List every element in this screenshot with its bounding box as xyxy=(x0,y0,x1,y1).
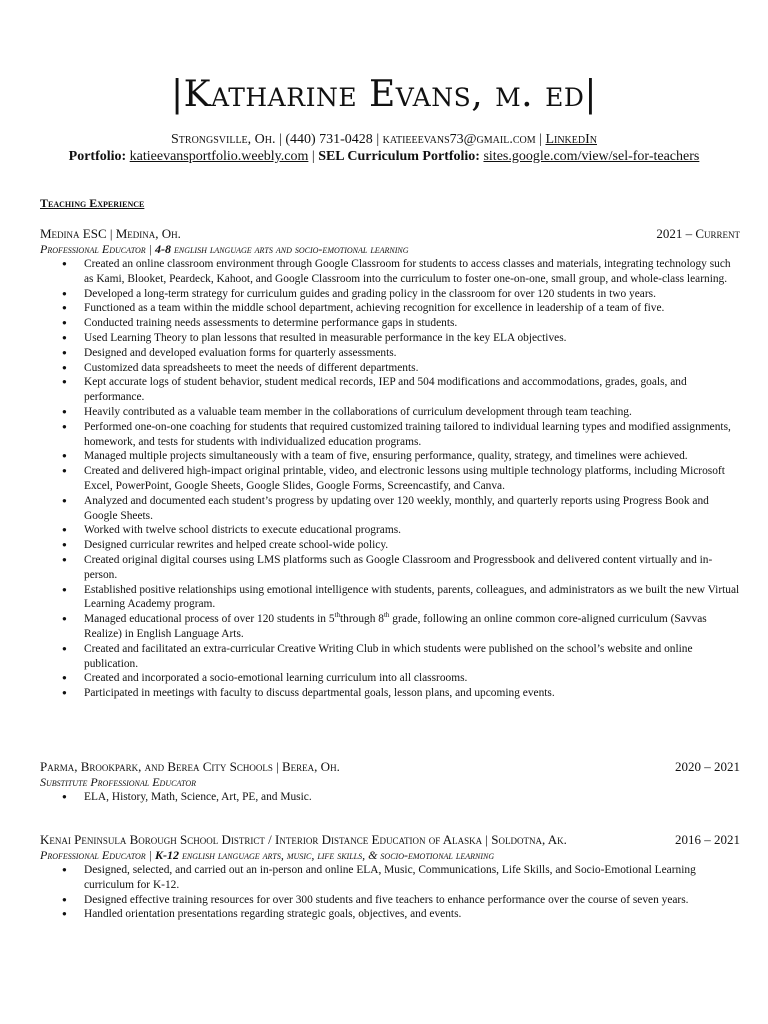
list-item: ● Kept accurate logs of student behavior, student medical records, IEP and 504 modifications and accommodations, grades, goals, and performance. xyxy=(40,375,740,405)
contact-line xyxy=(0,132,768,148)
linkedin-link[interactable]: LinkedIn xyxy=(545,132,597,147)
job-dates: 2020 – 2021 xyxy=(675,759,740,774)
email[interactable]: katieeevans73@gmail.com xyxy=(382,132,536,147)
job-kenai-peninsula xyxy=(40,832,740,922)
job-title-main: Substitute Professional Educator xyxy=(40,775,196,789)
separator: | xyxy=(279,132,282,147)
job-dates: 2016 – 2021 xyxy=(675,832,740,847)
job-header xyxy=(40,226,740,242)
job-bullets xyxy=(40,790,740,805)
separator: | xyxy=(311,149,315,164)
job-subjects: english language arts and socio-emotional learning xyxy=(170,242,409,256)
list-item: ● Functioned as a team within the middle school department, achieving recognition for excellence in leadership of a team of five. xyxy=(40,301,740,316)
employer: Parma, Brookpark, and Berea City Schools | Berea, Oh. xyxy=(40,759,340,774)
list-item: ● Heavily contributed as a valuable team member in the collaborations of curriculum development through team teaching. xyxy=(40,405,740,420)
ordinal-suffix: th xyxy=(383,611,390,620)
list-item: ● Created and facilitated an extra-curricular Creative Writing Club in which students were published on the school’s website and online publication. xyxy=(40,642,740,672)
job-bullets xyxy=(40,863,740,922)
employer: Medina ESC | Medina, Oh. xyxy=(40,226,181,241)
list-item: ● Designed effective training resources for over 300 students and five teachers to enhance performance over the course of seven years. xyxy=(40,893,740,908)
grade-range: K-12 xyxy=(154,848,179,862)
list-item: ● Created and incorporated a socio-emotional learning curriculum into all classrooms. xyxy=(40,671,740,686)
list-item: ● ELA, History, Math, Science, Art, PE, and Music. xyxy=(40,790,740,805)
job-bullets xyxy=(40,257,740,701)
list-item: ● Designed curricular rewrites and helped create school-wide policy. xyxy=(40,538,740,553)
list-item: ● Designed and developed evaluation forms for quarterly assessments. xyxy=(40,346,740,361)
managed-text-a: Managed educational process of over 120 students in 5 xyxy=(84,613,335,626)
list-item: ● Designed, selected, and carried out an in-person and online ELA, Music, Communications, Life Skills, and Socio-Emotional Learning curriculum for K-12. xyxy=(40,863,740,893)
list-item xyxy=(40,612,740,642)
candidate-name: |Katharine Evans, m. ed| xyxy=(171,74,597,115)
job-header xyxy=(40,759,740,775)
location: Strongsville, Oh. xyxy=(171,132,276,147)
list-item: ● Participated in meetings with faculty to discuss departmental goals, lesson plans, and upcoming events. xyxy=(40,686,740,701)
job-title-main: Professional Educator xyxy=(40,848,146,862)
title-separator: | xyxy=(145,242,155,256)
title-separator: | xyxy=(145,848,155,862)
managed-text-b: through 8 xyxy=(339,613,384,626)
ordinal-suffix: th xyxy=(334,611,340,620)
sel-portfolio-label: SEL Curriculum Portfolio: xyxy=(318,149,480,164)
list-item: ● Created original digital courses using LMS platforms such as Google Classroom and Progressbook and delivered content virtually and in-person. xyxy=(40,553,740,583)
job-title-main: Professional Educator xyxy=(40,242,146,256)
employer: Kenai Peninsula Borough School District / Interior Distance Education of Alaska | Soldotna, Ak. xyxy=(40,832,567,847)
list-item: ● Handled orientation presentations regarding strategic goals, objectives, and events. xyxy=(40,907,740,922)
job-subjects: english language arts, music, life skills, & socio-emotional learning xyxy=(178,848,495,862)
list-item: ● Created an online classroom environment through Google Classroom for students to access classes and materials, integrating technology such as Kami, Blooket, Peardeck, Kahoot, and Google Classroom into the curriculum to foster one-on-one, small group, and whole-class learning. xyxy=(40,257,740,287)
list-item: ● Customized data spreadsheets to meet the needs of different departments. xyxy=(40,361,740,376)
list-item: ● Analyzed and documented each student’s progress by updating over 120 weekly, monthly, and quarterly reports using Progress Book and Google Sheets. xyxy=(40,494,740,524)
list-item: ● Used Learning Theory to plan lessons that resulted in measurable performance in the key ELA objectives. xyxy=(40,331,740,346)
job-title xyxy=(40,775,740,790)
portfolio-line xyxy=(0,149,768,165)
job-medina-esc xyxy=(40,226,740,701)
separator: | xyxy=(539,132,542,147)
portfolio-label: Portfolio: xyxy=(68,149,127,164)
list-item: ● Created and delivered high-impact original printable, video, and electronic lessons using multiple technology platforms, including Microsoft Excel, PowerPoint, Google Sheets, Google Slides, Google Forms, Screencastify, and Canva. xyxy=(40,464,740,494)
managed-text-c: grade, following an online common core-aligned curriculum (Savvas Realize) in English Language Arts. xyxy=(84,613,707,640)
phone: (440) 731-0428 xyxy=(285,132,373,147)
job-header xyxy=(40,832,740,848)
job-title xyxy=(40,242,740,257)
sel-portfolio-link[interactable]: sites.google.com/view/sel-for-teachers xyxy=(483,149,700,164)
list-item: ● Established positive relationships using emotional intelligence with students, parents, colleagues, and administrators as we built the new Virtual Learning Academy program. xyxy=(40,583,740,613)
grade-range: 4-8 xyxy=(154,242,171,256)
section-heading-teaching-experience: Teaching Experience xyxy=(40,196,145,210)
list-item: ● Conducted training needs assessments to determine performance gaps in students. xyxy=(40,316,740,331)
job-dates: 2021 – Current xyxy=(656,226,740,241)
list-item: ● Performed one-on-one coaching for students that required customized training tailored to individual learning types and modified assignments, homework, and tests for students with individualized education programs. xyxy=(40,420,740,450)
list-item: ● Worked with twelve school districts to execute educational programs. xyxy=(40,523,740,538)
job-title xyxy=(40,848,740,863)
portfolio-link[interactable]: katieevansportfolio.weebly.com xyxy=(129,149,309,164)
list-item: ● Developed a long-term strategy for curriculum guides and grading policy in the classroom for over 120 students in two years. xyxy=(40,287,740,302)
list-item: ● Managed multiple projects simultaneously with a team of five, ensuring performance, quality, strategy, and timelines were achieved. xyxy=(40,449,740,464)
separator: | xyxy=(376,132,380,147)
job-parma-brookpark-berea xyxy=(40,759,740,805)
